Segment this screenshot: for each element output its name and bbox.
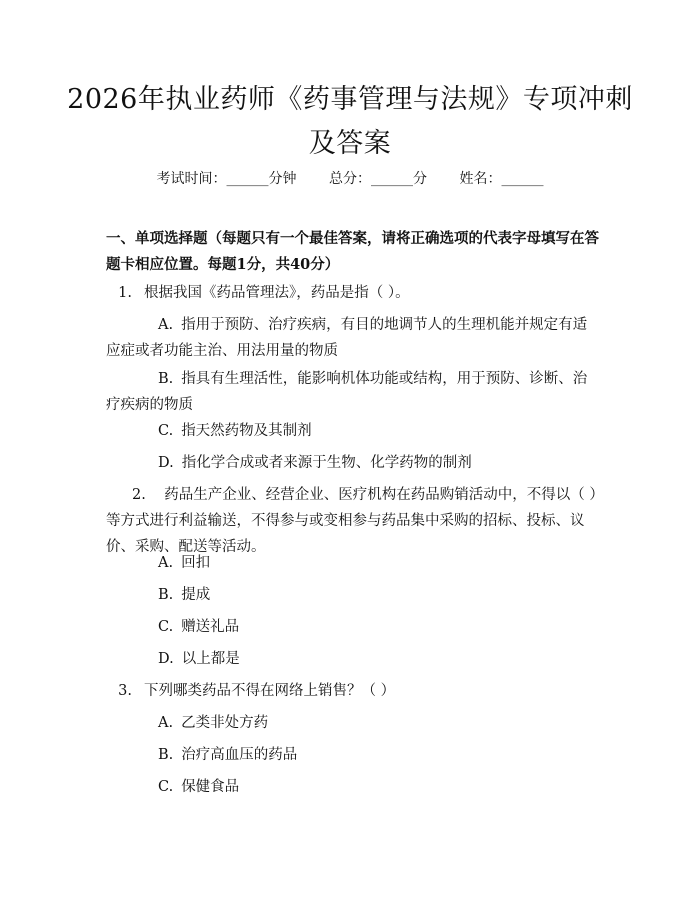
option-text: 指具有生理活性，能影响机体功能或结构，用于预防、诊断、治疗疾病的物质 — [106, 371, 588, 413]
option-letter: C. — [158, 619, 174, 635]
question-stem: 根据我国《药品管理法》，药品是指（ ）。 — [144, 285, 410, 301]
option-3a — [106, 710, 600, 736]
question-1 — [106, 280, 600, 306]
question-3 — [106, 678, 600, 704]
option-letter: D. — [158, 651, 174, 667]
question-number: 3. — [118, 683, 132, 699]
option-3c — [106, 774, 600, 800]
question-stem: 药品生产企业、经营企业、医疗机构在药品购销活动中，不得以（ ）等方式进行利益输送，不得参与或变相参与药品集中采购的招标、投标、议价、采购、配送等活动。 — [106, 487, 597, 555]
option-letter: D. — [158, 455, 174, 471]
option-letter: B. — [158, 587, 174, 603]
document-title: 2026年执业药师《药事管理与法规》专项冲刺及答案 — [67, 84, 633, 159]
exam-time: 考试时间：______分钟 — [156, 171, 297, 187]
option-text: 回扣 — [181, 555, 211, 571]
option-text: 赠送礼品 — [181, 619, 240, 635]
option-2a — [106, 550, 600, 576]
option-text: 乙类非处方药 — [181, 715, 269, 731]
option-text: 治疗高血压的药品 — [181, 747, 298, 763]
option-letter: B. — [158, 747, 174, 763]
question-number: 1. — [118, 285, 132, 301]
option-letter: C. — [158, 423, 174, 439]
option-text: 以上都是 — [181, 651, 240, 667]
question-stem: 下列哪类药品不得在网络上销售？（ ） — [144, 683, 396, 699]
option-letter: A. — [158, 555, 174, 571]
question-number: 2. — [132, 487, 146, 503]
option-3b — [106, 742, 600, 768]
option-text: 指天然药物及其制剂 — [181, 423, 312, 439]
option-2d — [106, 646, 600, 672]
option-1d — [106, 450, 600, 476]
option-text: 提成 — [181, 587, 211, 603]
option-2b — [106, 582, 600, 608]
exam-name: 姓名：______ — [459, 171, 544, 187]
option-text: 指用于预防、治疗疾病，有目的地调节人的生理机能并规定有适应症或者功能主治、用法用量的物质 — [106, 317, 588, 359]
option-text: 指化学合成或者来源于生物、化学药物的制剂 — [181, 455, 472, 471]
exam-score: 总分：______分 — [329, 171, 427, 187]
option-letter: B. — [158, 371, 174, 387]
option-2c — [106, 614, 600, 640]
question-2 — [106, 482, 600, 560]
option-letter: A. — [158, 715, 174, 731]
exam-meta — [0, 168, 700, 188]
option-letter: C. — [158, 779, 174, 795]
option-1c — [106, 418, 600, 444]
option-1b — [106, 366, 600, 418]
section-heading: 一、单项选择题（每题只有一个最佳答案，请将正确选项的代表字母填写在答题卡相应位置。每题1分，共40分） — [106, 230, 599, 273]
option-letter: A. — [158, 317, 174, 333]
option-1a — [106, 312, 600, 364]
option-text: 保健食品 — [181, 779, 240, 795]
